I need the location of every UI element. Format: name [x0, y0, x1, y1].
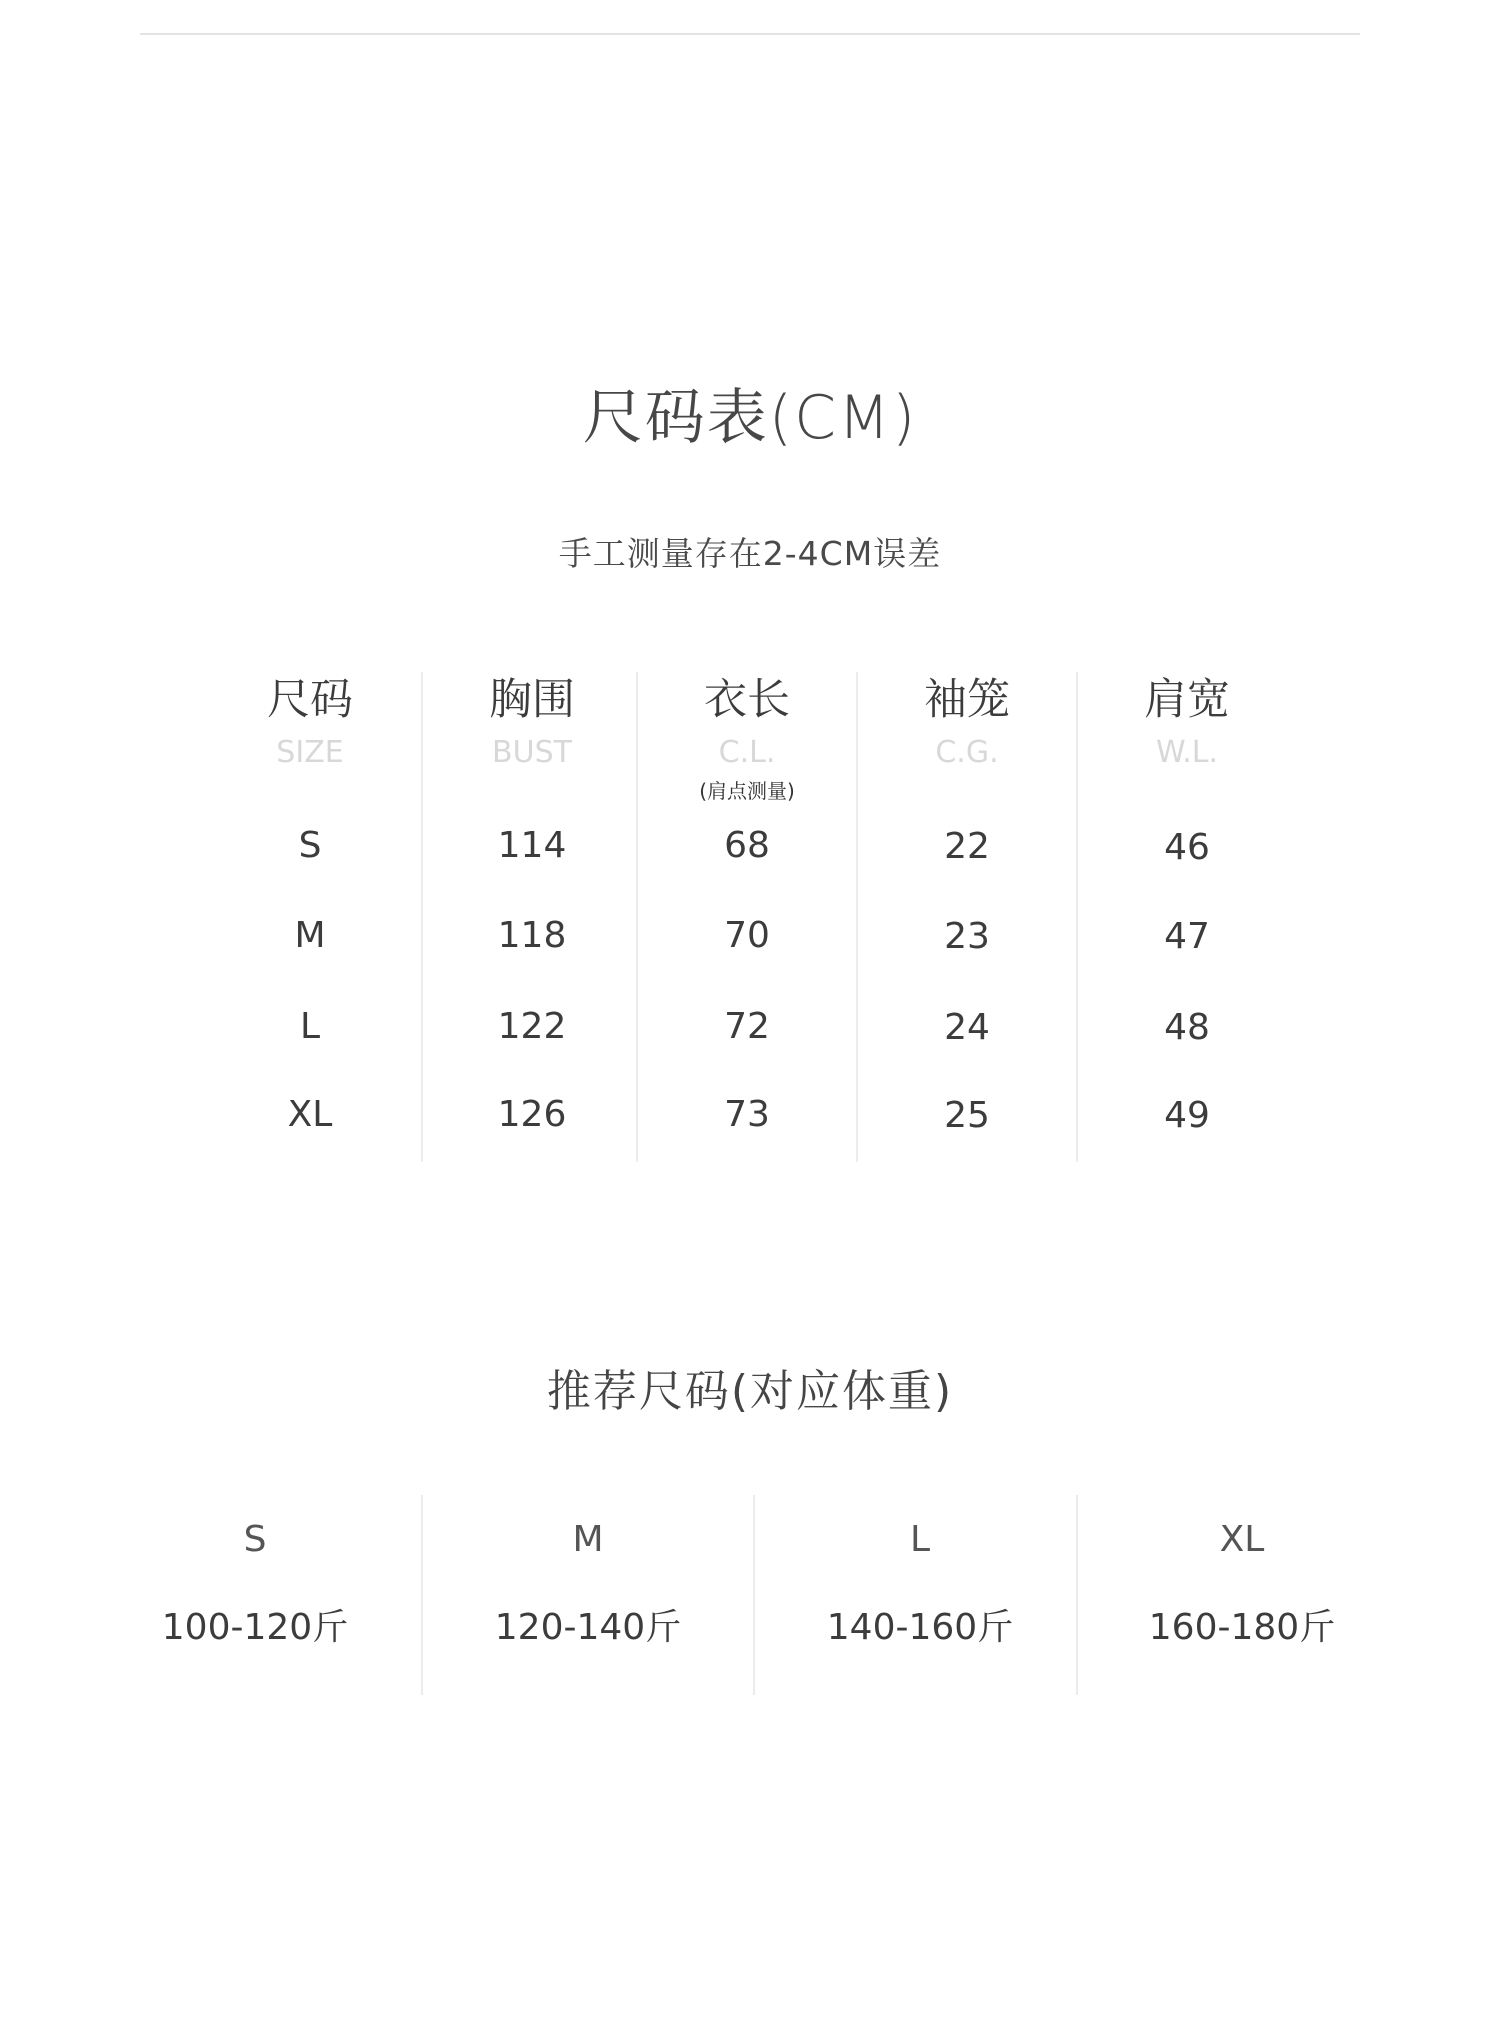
recommend-item — [1092, 1515, 1392, 1653]
table-cell: S — [298, 825, 322, 866]
column-bust — [422, 670, 642, 1135]
table-cell: 24 — [944, 1007, 990, 1048]
column-size — [200, 670, 420, 1135]
table-cell: 23 — [944, 916, 990, 957]
column-length — [637, 670, 857, 1135]
column-divider — [1076, 1495, 1078, 1695]
page-title: 尺码表(CM) — [582, 383, 918, 453]
table-cell: 25 — [944, 1095, 990, 1136]
measurement-note: 手工测量存在2-4CM误差 — [558, 534, 942, 573]
table-cell: 126 — [497, 1094, 567, 1135]
table-cell: 49 — [1164, 1095, 1210, 1136]
recommend-title: 推荐尺码(对应体重) — [546, 1366, 954, 1417]
table-cell: L — [299, 1006, 321, 1047]
column-armhole — [857, 670, 1077, 1136]
table-cell: 72 — [724, 1006, 770, 1047]
column-header-en: C.G. — [935, 735, 999, 770]
recommend-weight: 120-140斤 — [494, 1607, 682, 1648]
column-header-en: BUST — [492, 735, 572, 770]
table-cell: XL — [287, 1094, 333, 1135]
recommend-weight: 100-120斤 — [161, 1607, 349, 1648]
table-cell: 46 — [1164, 827, 1210, 868]
table-cell: 122 — [497, 1006, 567, 1047]
table-cell: 68 — [724, 825, 770, 866]
top-divider — [140, 33, 1360, 35]
column-header-cn: 衣长 — [704, 675, 790, 725]
table-cell: 73 — [724, 1094, 770, 1135]
recommend-size: M — [572, 1519, 604, 1560]
column-header-en: SIZE — [276, 735, 344, 770]
column-shoulder — [1077, 670, 1297, 1136]
column-header-note: (肩点测量) — [699, 779, 795, 803]
table-cell: 114 — [497, 825, 567, 866]
column-divider — [421, 1495, 423, 1695]
column-header-en: C.L. — [718, 735, 776, 770]
recommend-item — [770, 1515, 1070, 1653]
recommend-item — [438, 1515, 738, 1653]
table-cell: 118 — [497, 915, 567, 956]
recommend-weight: 160-180斤 — [1148, 1607, 1336, 1648]
table-cell: 48 — [1164, 1007, 1210, 1048]
column-header-cn: 尺码 — [267, 675, 353, 725]
table-cell: 22 — [944, 826, 990, 867]
column-header-cn: 胸围 — [489, 675, 575, 725]
recommend-weight: 140-160斤 — [826, 1607, 1014, 1648]
recommend-size: S — [243, 1519, 267, 1560]
column-divider — [753, 1495, 755, 1695]
table-cell: M — [294, 915, 326, 956]
table-cell: 70 — [724, 915, 770, 956]
recommend-size: XL — [1219, 1519, 1265, 1560]
recommend-item — [105, 1515, 405, 1653]
table-cell: 47 — [1164, 916, 1210, 957]
recommend-size: L — [909, 1519, 931, 1560]
column-header-en: W.L. — [1155, 735, 1218, 770]
column-header-cn: 袖笼 — [924, 675, 1010, 725]
column-header-cn: 肩宽 — [1144, 675, 1230, 725]
